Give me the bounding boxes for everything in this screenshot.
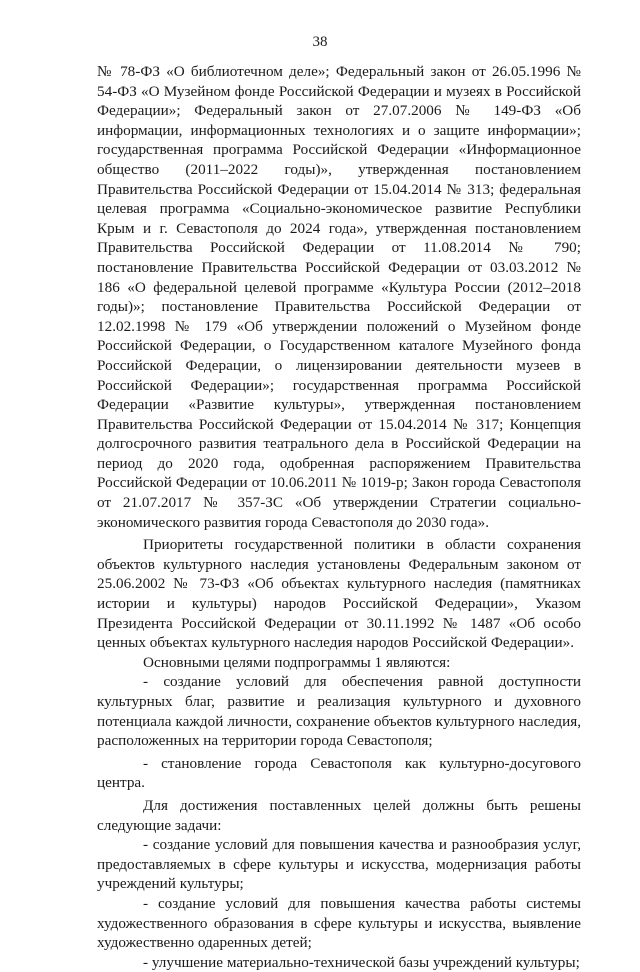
paragraph-task-1: - создание условий для повышения качества и разнообразия услуг, предоставляемых в сфере культуры и искусства, модернизация работы учреждений культуры;: [97, 836, 581, 893]
paragraph-task-3: - улучшение материально-технической базы учреждений культуры;: [143, 953, 580, 971]
paragraph-goals-heading: Основными целями подпрограммы 1 являются:: [143, 653, 451, 671]
paragraph-goal-2: - становление города Севастополя как культурно-досугового центра.: [97, 754, 581, 792]
paragraph-legal-references: № 78-ФЗ «О библиотечном деле»; Федеральный закон от 26.05.1996 № 54-ФЗ «О Музейном фонде Российской Федерации и музеях в Российской Федерации»; Федеральный закон от 27.07.2006 № 149-ФЗ «Об информации, информационных технологиях и о защите информации»; государственная программа Российской Федерации «Информационное общество (2011–2022 годы)», утвержденная постановлением Правительства Российской Федерации от 15.04.2014 № 313; федеральная целевая программа «Социально-экономическое развитие Республики Крым и г. Севастополя до 2024 года», утвержденная постановлением Правительства Российской Федерации от 11.08.2014 № 790; постановление Правительства Российской Федерации от 03.03.2012 № 186 «О федеральной целевой программе «Культура России (2012–2018 годы)»; постановление Правительства Российской Федерации от 12.02.1998 № 179 «Об утверждении положений о Музейном фонде Российской Федерации, о Государственном каталоге Музейного фонда Российской Федерации, о лицензировании деятельности музеев в Российской Федерации»; государственная программа Российской Федерации «Развитие культуры», утвержденная постановлением Правительства Российской Федерации от 15.04.2014 № 317; Концепция долгосрочного развития театрального дела в Российской Федерации на период до 2020 года, одобренная распоряжением Правительства Российской Федерации от 10.06.2011 № 1019-р; Закон города Севастополя от 21.07.2017 № 357-ЗС «Об утверждении Стратегии социально-экономического развития города Севастополя до 2030 года».: [97, 63, 581, 531]
paragraph-task-2: - создание условий для повышения качества работы системы художественного образования в сфере культуры и искусства, выявление художественно одаренных детей;: [97, 894, 581, 952]
paragraph-priorities: Приоритеты государственной политики в области сохранения объектов культурного наследия установлены Федеральным законом от 25.06.2002 № 73-ФЗ «Об объектах культурного наследия (памятниках истории и культуры) народов Российской Федерации», Указом Президента Российской Федерации от 30.11.1992 № 1487 «Об особо ценных объектах культурного наследия народов Российской Федерации».: [97, 536, 581, 652]
page-number: 38: [312, 34, 328, 50]
paragraph-tasks-heading: Для достижения поставленных целей должны быть решены следующие задачи:: [97, 796, 581, 834]
paragraph-goal-1: - создание условий для обеспечения равной доступности культурных благ, развитие и реализация культурного и духовного потенциала каждой личности, сохранение объектов культурного наследия, расположенных на территории города Севастополя;: [97, 673, 581, 750]
body-text: [97, 62, 581, 972]
